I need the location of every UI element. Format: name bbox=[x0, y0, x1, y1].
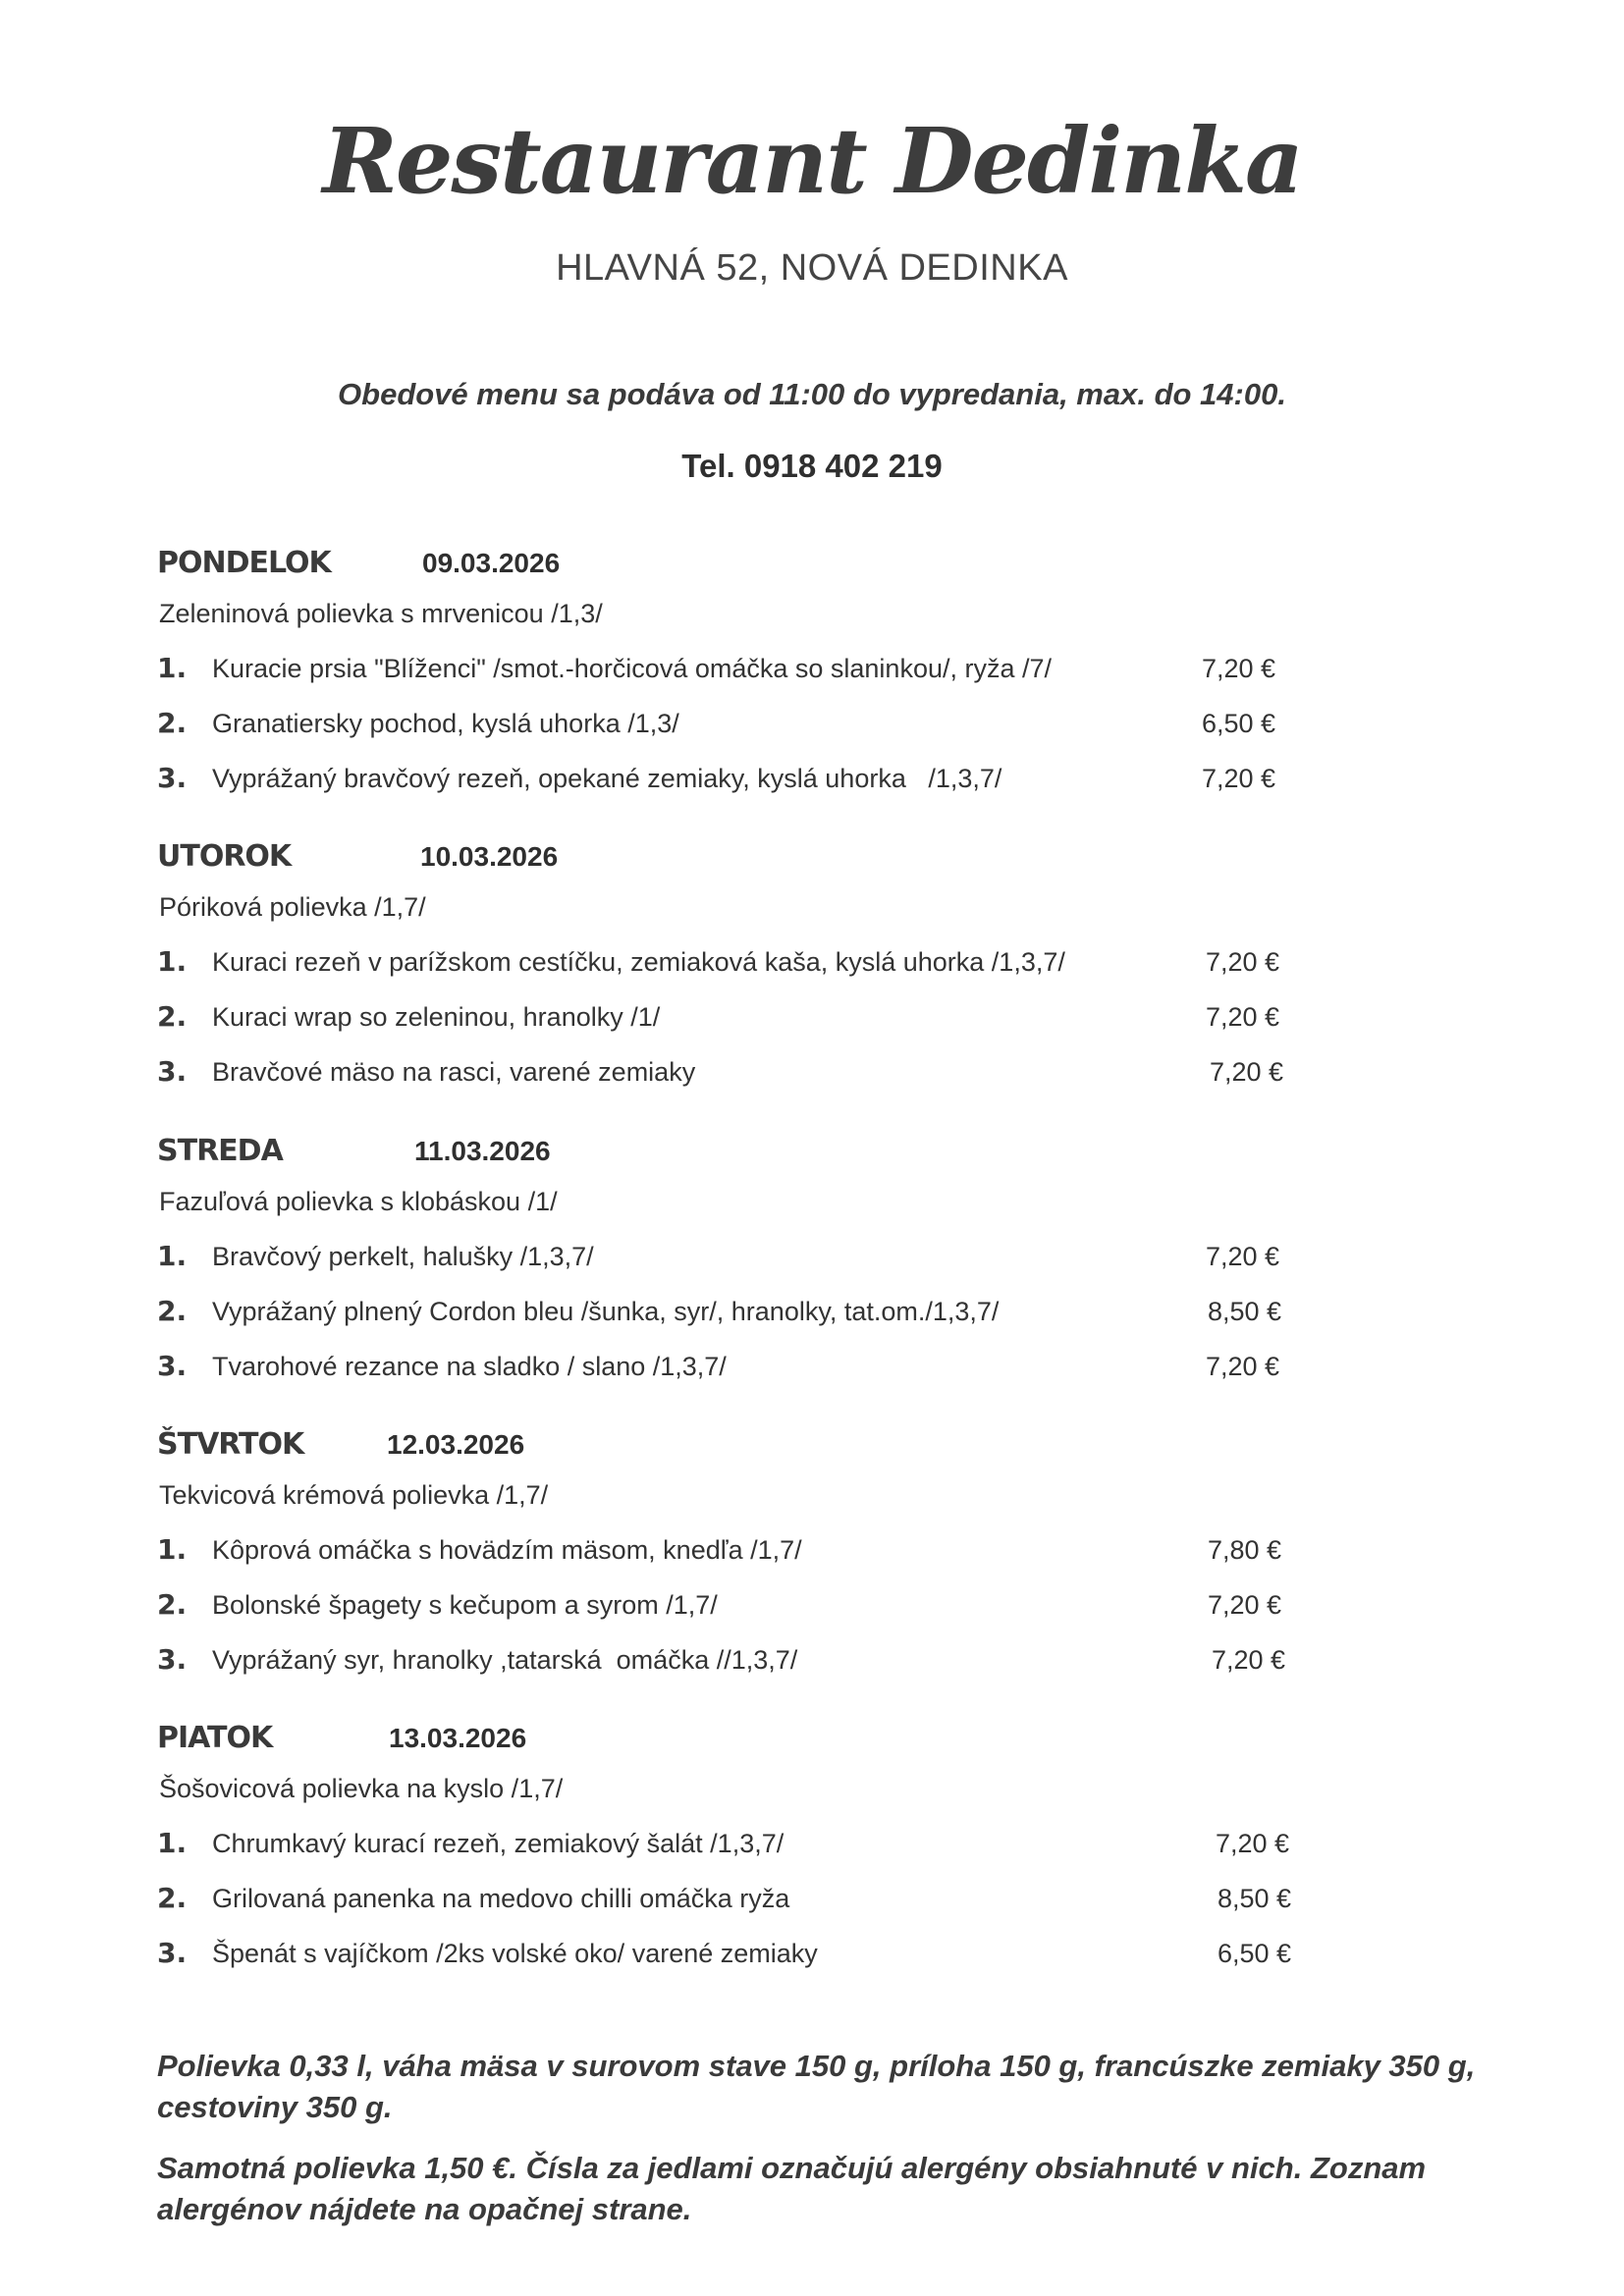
dish-number: 3. bbox=[157, 762, 188, 794]
serving-hours: Obedové menu sa podáva od 11:00 do vypredania, max. do 14:00. bbox=[338, 377, 1286, 411]
day-header bbox=[157, 1721, 1335, 1766]
dish-name: Chrumkavý kurací rezeň, zemiakový šalát /1,3,7/ bbox=[212, 1829, 785, 1858]
restaurant-logo: Restaurant Dedinka bbox=[322, 108, 1302, 214]
dish-name: Grilovaná panenka na medovo chilli omáčka ryža bbox=[212, 1884, 790, 1913]
day-section-wednesday bbox=[157, 1134, 1335, 1382]
dish-item bbox=[157, 1882, 1335, 1921]
dish-number: 3. bbox=[157, 1055, 188, 1088]
dish-price: 7,80 € bbox=[1208, 1535, 1282, 1565]
dish-item bbox=[157, 1588, 1335, 1628]
day-name: STREDA bbox=[157, 1134, 283, 1168]
dish-item bbox=[157, 707, 1335, 746]
dish-item bbox=[157, 1295, 1335, 1334]
day-name: PIATOK bbox=[157, 1721, 273, 1755]
dish-number: 3. bbox=[157, 1350, 188, 1382]
dish-number: 2. bbox=[157, 1295, 188, 1327]
dish-name: Granatiersky pochod, kyslá uhorka /1,3/ bbox=[212, 709, 679, 738]
dish-number: 1. bbox=[157, 945, 188, 978]
dish-number: 1. bbox=[157, 1533, 188, 1566]
day-date: 09.03.2026 bbox=[422, 548, 561, 578]
dish-name: Vyprážaný bravčový rezeň, opekané zemiaky, kyslá uhorka /1,3,7/ bbox=[212, 764, 1002, 793]
soup: Tekvicová krémová polievka /1,7/ bbox=[159, 1480, 549, 1510]
dish-price: 7,20 € bbox=[1202, 764, 1276, 793]
dish-name: Kuraci rezeň v parížskom cestíčku, zemiaková kaša, kyslá uhorka /1,3,7/ bbox=[212, 947, 1065, 977]
dish-item bbox=[157, 1937, 1335, 1976]
dish-number: 3. bbox=[157, 1643, 188, 1676]
dish-name: Tvarohové rezance na sladko / slano /1,3,7/ bbox=[212, 1352, 727, 1381]
soup: Fazuľová polievka s klobáskou /1/ bbox=[159, 1187, 558, 1216]
day-name: UTOROK bbox=[157, 839, 292, 874]
day-date: 13.03.2026 bbox=[389, 1723, 527, 1753]
day-header bbox=[157, 1427, 1335, 1472]
soup: Zeleninová polievka s mrvenicou /1,3/ bbox=[159, 599, 603, 628]
dish-number: 3. bbox=[157, 1937, 188, 1969]
dish-number: 1. bbox=[157, 1827, 188, 1859]
soup: Šošovicová polievka na kyslo /1,7/ bbox=[159, 1774, 564, 1803]
dish-price: 6,50 € bbox=[1218, 1939, 1292, 1968]
dish-number: 2. bbox=[157, 1882, 188, 1914]
dish-number: 1. bbox=[157, 1240, 188, 1272]
dish-item bbox=[157, 1533, 1335, 1573]
dish-price: 7,20 € bbox=[1212, 1645, 1286, 1675]
dish-number: 2. bbox=[157, 1000, 188, 1033]
dish-item bbox=[157, 1643, 1335, 1682]
day-name: ŠTVRTOK bbox=[157, 1427, 304, 1462]
day-section-friday bbox=[157, 1721, 1335, 1969]
dish-price: 7,20 € bbox=[1206, 1242, 1280, 1271]
day-header bbox=[157, 546, 1335, 591]
day-section-monday bbox=[157, 546, 1335, 794]
day-header bbox=[157, 839, 1335, 884]
day-date: 11.03.2026 bbox=[414, 1136, 551, 1166]
dish-name: Vyprážaný syr, hranolky ,tatarská omáčka //1,3,7/ bbox=[212, 1645, 798, 1675]
dish-price: 7,20 € bbox=[1208, 1590, 1282, 1620]
dish-item bbox=[157, 1055, 1335, 1095]
dish-item bbox=[157, 1827, 1335, 1866]
soup: Póriková polievka /1,7/ bbox=[159, 892, 426, 922]
dish-price: 7,20 € bbox=[1206, 1002, 1280, 1032]
dish-number: 2. bbox=[157, 1588, 188, 1621]
dish-name: Špenát s vajíčkom /2ks volské oko/ varené zemiaky bbox=[212, 1939, 818, 1968]
dish-price: 8,50 € bbox=[1208, 1297, 1282, 1326]
dish-price: 7,20 € bbox=[1206, 1352, 1280, 1381]
dish-price: 7,20 € bbox=[1216, 1829, 1290, 1858]
day-name: PONDELOK bbox=[157, 546, 331, 580]
portion-note: Polievka 0,33 l, váha mäsa v surovom stave 150 g, príloha 150 g, francúszke zemiaky 350 g, cestoviny 350 g. bbox=[157, 2049, 1476, 2124]
dish-name: Vyprážaný plnený Cordon bleu /šunka, syr/, hranolky, tat.om./1,3,7/ bbox=[212, 1297, 1000, 1326]
dish-name: Bravčový perkelt, halušky /1,3,7/ bbox=[212, 1242, 594, 1271]
dish-name: Kuracie prsia "Blíženci" /smot.-horčicová omáčka so slaninkou/, ryža /7/ bbox=[212, 654, 1053, 683]
dish-item bbox=[157, 1240, 1335, 1279]
dish-name: Kuraci wrap so zeleninou, hranolky /1/ bbox=[212, 1002, 661, 1032]
dish-price: 6,50 € bbox=[1202, 709, 1276, 738]
dish-item bbox=[157, 945, 1335, 985]
dish-number: 1. bbox=[157, 652, 188, 684]
allergen-note: Samotná polievka 1,50 €. Čísla za jedlami označujú alergény obsiahnuté v nich. Zoznam alergénov nájdete na opačnej strane. bbox=[157, 2151, 1427, 2226]
phone-number: Tel. 0918 402 219 bbox=[681, 448, 943, 484]
restaurant-address: HLAVNÁ 52, NOVÁ DEDINKA bbox=[556, 247, 1068, 289]
dish-name: Bravčové mäso na rasci, varené zemiaky bbox=[212, 1057, 696, 1087]
dish-price: 7,20 € bbox=[1202, 654, 1276, 683]
dish-price: 7,20 € bbox=[1210, 1057, 1284, 1087]
dish-name: Kôprová omáčka s hovädzím mäsom, knedľa /1,7/ bbox=[212, 1535, 802, 1565]
day-date: 12.03.2026 bbox=[387, 1429, 525, 1460]
dish-item bbox=[157, 762, 1335, 801]
day-header bbox=[157, 1134, 1335, 1179]
dish-item bbox=[157, 652, 1335, 691]
dish-name: Bolonské špagety s kečupom a syrom /1,7/ bbox=[212, 1590, 718, 1620]
dish-number: 2. bbox=[157, 707, 188, 739]
day-date: 10.03.2026 bbox=[420, 841, 559, 872]
day-section-tuesday bbox=[157, 839, 1335, 1088]
dish-item bbox=[157, 1000, 1335, 1040]
day-section-thursday bbox=[157, 1427, 1335, 1676]
dish-item bbox=[157, 1350, 1335, 1389]
dish-price: 8,50 € bbox=[1218, 1884, 1292, 1913]
dish-price: 7,20 € bbox=[1206, 947, 1280, 977]
